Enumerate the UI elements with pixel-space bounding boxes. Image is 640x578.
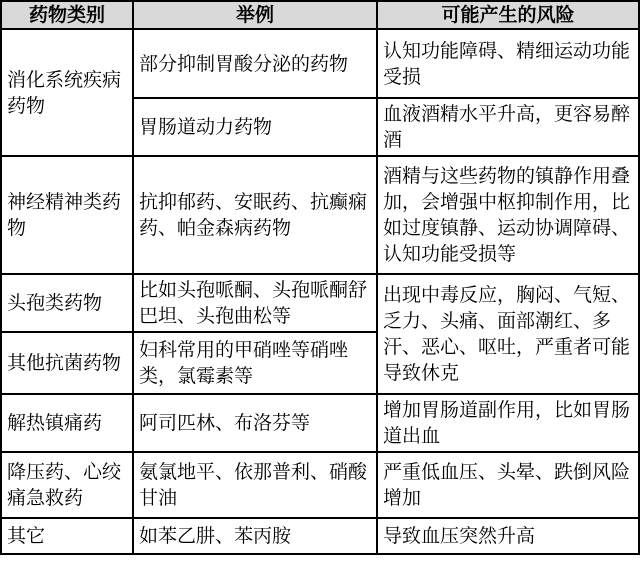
example-cell: 抗抑郁药、安眠药、抗癫痫药、帕金森病药物	[133, 156, 377, 274]
table-row	[1, 394, 639, 452]
example-cell: 胃肠道动力药物	[133, 98, 377, 156]
header-drug-category: 药物类别	[1, 1, 133, 29]
example-cell: 阿司匹林、布洛芬等	[133, 394, 377, 452]
category-cell: 神经精神类药物	[1, 156, 133, 274]
header-example: 举例	[133, 1, 377, 29]
category-cell: 消化系统疾病药物	[1, 29, 133, 156]
header-risk: 可能产生的风险	[377, 1, 639, 29]
example-cell: 比如头孢哌酮、头孢哌酮舒巴坦、头孢曲松等	[133, 274, 377, 332]
risk-cell: 出现中毒反应，胸闷、气短、乏力、头痛、面部潮红、多汗、恶心、呕吐，严重者可能导致休克	[377, 274, 639, 394]
table-row	[1, 452, 639, 518]
risk-cell: 严重低血压、头晕、跌倒风险增加	[377, 452, 639, 518]
example-cell: 妇科常用的甲硝唑等硝唑类，氯霉素等	[133, 332, 377, 394]
category-cell: 头孢类药物	[1, 274, 133, 332]
risk-cell: 导致血压突然升高	[377, 518, 639, 554]
risk-cell: 认知功能障碍、精细运动功能受损	[377, 29, 639, 98]
risk-cell: 酒精与这些药物的镇静作用叠加，会增强中枢抑制作用，比如过度镇静、运动协调障碍、认知功能受损等	[377, 156, 639, 274]
category-cell: 其它	[1, 518, 133, 554]
category-cell: 解热镇痛药	[1, 394, 133, 452]
example-cell: 如苯乙肼、苯丙胺	[133, 518, 377, 554]
table-row	[1, 156, 639, 274]
risk-cell: 血液酒精水平升高，更容易醉酒	[377, 98, 639, 156]
table-row	[1, 518, 639, 554]
table-row	[1, 29, 639, 98]
risk-cell: 增加胃肠道副作用，比如胃肠道出血	[377, 394, 639, 452]
example-cell: 部分抑制胃酸分泌的药物	[133, 29, 377, 98]
table-row	[1, 274, 639, 332]
table-header-row	[1, 1, 639, 29]
example-cell: 氨氯地平、依那普利、硝酸甘油	[133, 452, 377, 518]
category-cell: 其他抗菌药物	[1, 332, 133, 394]
category-cell: 降压药、心绞痛急救药	[1, 452, 133, 518]
